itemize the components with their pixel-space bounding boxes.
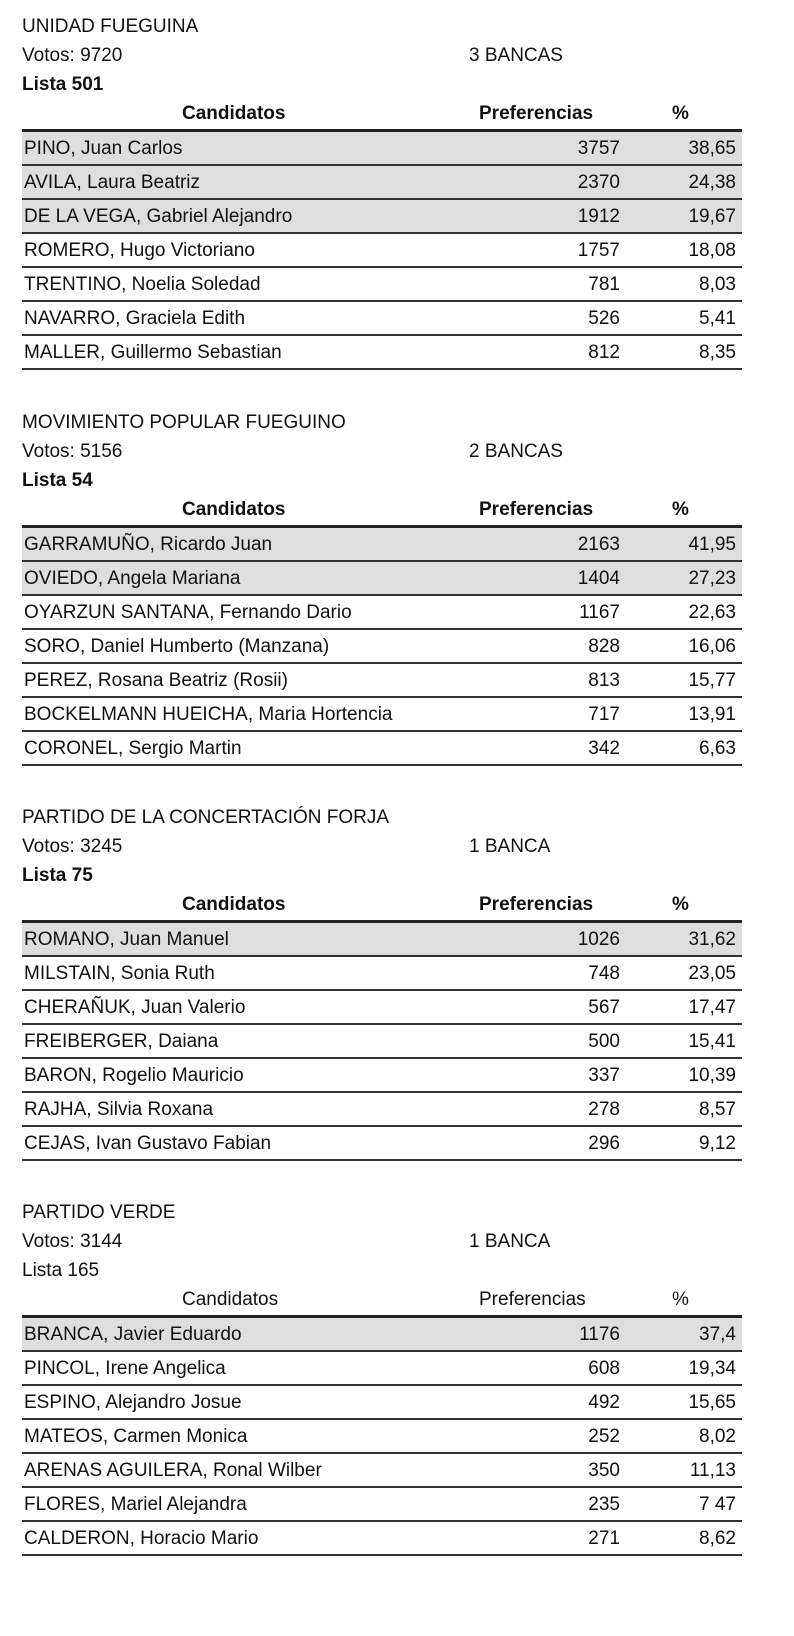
header-percent: % [672, 499, 689, 520]
candidate-preferences: 1404 [577, 568, 620, 589]
party-name: PARTIDO VERDE [22, 1202, 176, 1223]
header-preferences: Preferencias [479, 1289, 586, 1310]
candidate-preferences: 271 [588, 1528, 620, 1549]
candidate-percent: 24,38 [688, 172, 736, 193]
table-header [22, 1285, 742, 1318]
table-row [22, 1352, 742, 1386]
candidate-name: CALDERON, Horacio Mario [24, 1528, 259, 1549]
party-block [22, 803, 742, 1161]
table-row [22, 1093, 742, 1127]
table-row [22, 596, 742, 630]
candidate-percent: 16,06 [688, 636, 736, 657]
list-number: Lista 165 [22, 1260, 100, 1281]
candidate-percent: 19,34 [688, 1358, 736, 1379]
candidate-preferences: 567 [588, 997, 620, 1018]
table-header [22, 99, 742, 132]
candidate-percent: 22,63 [688, 602, 736, 623]
list-number: Lista 501 [22, 74, 104, 95]
table-row [22, 166, 742, 200]
candidate-name: CHERAÑUK, Juan Valerio [24, 997, 246, 1018]
table-row [22, 562, 742, 596]
candidate-preferences: 1167 [579, 602, 620, 623]
candidate-preferences: 1026 [577, 929, 620, 950]
table-row [22, 268, 742, 302]
candidate-name: CEJAS, Ivan Gustavo Fabian [24, 1133, 272, 1154]
candidate-percent: 37,4 [699, 1324, 736, 1345]
list-number: Lista 54 [22, 470, 93, 491]
candidate-preferences: 492 [588, 1392, 620, 1413]
party-votes: Votos: 3144 [22, 1231, 123, 1252]
candidate-rows [22, 1318, 742, 1556]
party-votes: Votos: 5156 [22, 441, 123, 462]
party-name: MOVIMIENTO POPULAR FUEGUINO [22, 412, 346, 433]
table-row [22, 1318, 742, 1352]
candidate-percent: 8,02 [699, 1426, 736, 1447]
candidate-rows [22, 528, 742, 766]
table-row [22, 302, 742, 336]
candidate-preferences: 252 [588, 1426, 620, 1447]
candidate-percent: 15,77 [688, 670, 736, 691]
candidate-percent: 8,35 [699, 342, 736, 363]
table-row [22, 991, 742, 1025]
list-number: Lista 75 [22, 865, 93, 886]
party-seats: 1 BANCA [469, 836, 551, 857]
candidate-preferences: 3757 [577, 138, 620, 159]
candidate-name: FREIBERGER, Daiana [24, 1031, 219, 1052]
candidate-name: NAVARRO, Graciela Edith [24, 308, 246, 329]
header-candidates: Candidatos [182, 1289, 279, 1310]
candidate-name: BARON, Rogelio Mauricio [24, 1065, 244, 1086]
candidate-preferences: 2163 [577, 534, 620, 555]
candidate-name: BOCKELMANN HUEICHA, Maria Hortencia [24, 704, 393, 725]
party-seats: 1 BANCA [469, 1231, 551, 1252]
party-votes: Votos: 3245 [22, 836, 123, 857]
candidate-percent: 8,57 [699, 1099, 736, 1120]
candidate-preferences: 342 [588, 738, 620, 759]
table-row [22, 528, 742, 562]
table-row [22, 1025, 742, 1059]
table-row [22, 1488, 742, 1522]
candidate-percent: 8,62 [699, 1528, 736, 1549]
candidate-name: PINO, Juan Carlos [24, 138, 183, 159]
candidate-name: CORONEL, Sergio Martin [24, 738, 242, 759]
candidate-preferences: 337 [588, 1065, 620, 1086]
table-row [22, 132, 742, 166]
table-row [22, 336, 742, 370]
candidate-preferences: 1176 [579, 1324, 620, 1345]
candidate-preferences: 235 [588, 1494, 620, 1515]
candidate-name: BRANCA, Javier Eduardo [24, 1324, 242, 1345]
party-block [22, 408, 742, 766]
candidate-name: FLORES, Mariel Alejandra [24, 1494, 247, 1515]
table-row [22, 664, 742, 698]
votes-row [22, 437, 742, 466]
candidate-name: AVILA, Laura Beatriz [24, 172, 201, 193]
header-preferences: Preferencias [479, 499, 594, 520]
candidate-preferences: 278 [588, 1099, 620, 1120]
header-percent: % [672, 103, 689, 124]
candidate-preferences: 350 [588, 1460, 620, 1481]
candidate-name: SORO, Daniel Humberto (Manzana) [24, 636, 330, 657]
table-row [22, 1386, 742, 1420]
header-candidates: Candidatos [182, 499, 286, 520]
party-seats: 3 BANCAS [469, 45, 563, 66]
candidate-percent: 6,63 [699, 738, 736, 759]
candidate-name: MILSTAIN, Sonia Ruth [24, 963, 215, 984]
table-row [22, 630, 742, 664]
table-row [22, 200, 742, 234]
table-row [22, 234, 742, 268]
candidate-name: OVIEDO, Angela Mariana [24, 568, 241, 589]
candidate-name: PEREZ, Rosana Beatriz (Rosii) [24, 670, 288, 691]
candidate-percent: 15,41 [688, 1031, 736, 1052]
candidate-percent: 38,65 [688, 138, 736, 159]
table-row [22, 1420, 742, 1454]
votes-row [22, 41, 742, 70]
candidate-name: ESPINO, Alejandro Josue [24, 1392, 242, 1413]
candidate-percent: 10,39 [688, 1065, 736, 1086]
candidate-percent: 23,05 [688, 963, 736, 984]
candidate-percent: 19,67 [688, 206, 736, 227]
votes-row [22, 832, 742, 861]
candidate-preferences: 608 [588, 1358, 620, 1379]
candidate-preferences: 828 [588, 636, 620, 657]
candidate-percent: 5,41 [699, 308, 736, 329]
candidate-preferences: 1912 [577, 206, 620, 227]
candidate-name: TRENTINO, Noelia Soledad [24, 274, 261, 295]
header-preferences: Preferencias [479, 103, 594, 124]
candidate-preferences: 781 [588, 274, 620, 295]
party-name: UNIDAD FUEGUINA [22, 16, 199, 37]
table-row [22, 957, 742, 991]
table-row [22, 1454, 742, 1488]
candidate-percent: 11,13 [689, 1460, 736, 1481]
candidate-percent: 18,08 [688, 240, 736, 261]
candidate-name: DE LA VEGA, Gabriel Alejandro [24, 206, 293, 227]
candidate-percent: 8,03 [699, 274, 736, 295]
table-row [22, 923, 742, 957]
candidate-preferences: 813 [588, 670, 620, 691]
candidate-name: MALLER, Guillermo Sebastian [24, 342, 282, 363]
candidate-percent: 27,23 [688, 568, 736, 589]
candidate-preferences: 1757 [577, 240, 620, 261]
candidate-percent: 13,91 [688, 704, 736, 725]
candidate-rows [22, 132, 742, 370]
candidate-name: MATEOS, Carmen Monica [24, 1426, 248, 1447]
table-row [22, 1059, 742, 1093]
table-row [22, 732, 742, 766]
header-candidates: Candidatos [182, 103, 286, 124]
candidate-name: ROMANO, Juan Manuel [24, 929, 229, 950]
header-preferences: Preferencias [479, 894, 594, 915]
candidate-percent: 15,65 [688, 1392, 736, 1413]
party-block [22, 1198, 742, 1556]
candidate-percent: 17,47 [688, 997, 736, 1018]
candidate-name: OYARZUN SANTANA, Fernando Dario [24, 602, 352, 623]
candidate-name: ROMERO, Hugo Victoriano [24, 240, 255, 261]
table-header [22, 495, 742, 528]
party-name: PARTIDO DE LA CONCERTACIÓN FORJA [22, 807, 390, 828]
candidate-name: RAJHA, Silvia Roxana [24, 1099, 214, 1120]
candidate-percent: 9,12 [699, 1133, 736, 1154]
header-percent: % [672, 894, 689, 915]
candidate-percent: 7 47 [699, 1494, 736, 1515]
candidate-name: PINCOL, Irene Angelica [24, 1358, 226, 1379]
candidate-preferences: 526 [588, 308, 620, 329]
header-percent: % [672, 1289, 689, 1310]
candidate-name: ARENAS AGUILERA, Ronal Wilber [24, 1460, 322, 1481]
party-seats: 2 BANCAS [469, 441, 563, 462]
candidate-preferences: 500 [588, 1031, 620, 1052]
candidate-percent: 31,62 [688, 929, 736, 950]
header-candidates: Candidatos [182, 894, 286, 915]
table-row [22, 1127, 742, 1161]
table-row [22, 1522, 742, 1556]
candidate-rows [22, 923, 742, 1161]
candidate-percent: 41,95 [688, 534, 736, 555]
candidate-preferences: 2370 [577, 172, 620, 193]
table-row [22, 698, 742, 732]
candidate-name: GARRAMUÑO, Ricardo Juan [24, 534, 273, 555]
table-header [22, 890, 742, 923]
party-votes: Votos: 9720 [22, 45, 123, 66]
party-block [22, 12, 742, 370]
candidate-preferences: 748 [588, 963, 620, 984]
candidate-preferences: 812 [588, 342, 620, 363]
votes-row [22, 1227, 742, 1256]
candidate-preferences: 717 [588, 704, 620, 725]
candidate-preferences: 296 [588, 1133, 620, 1154]
